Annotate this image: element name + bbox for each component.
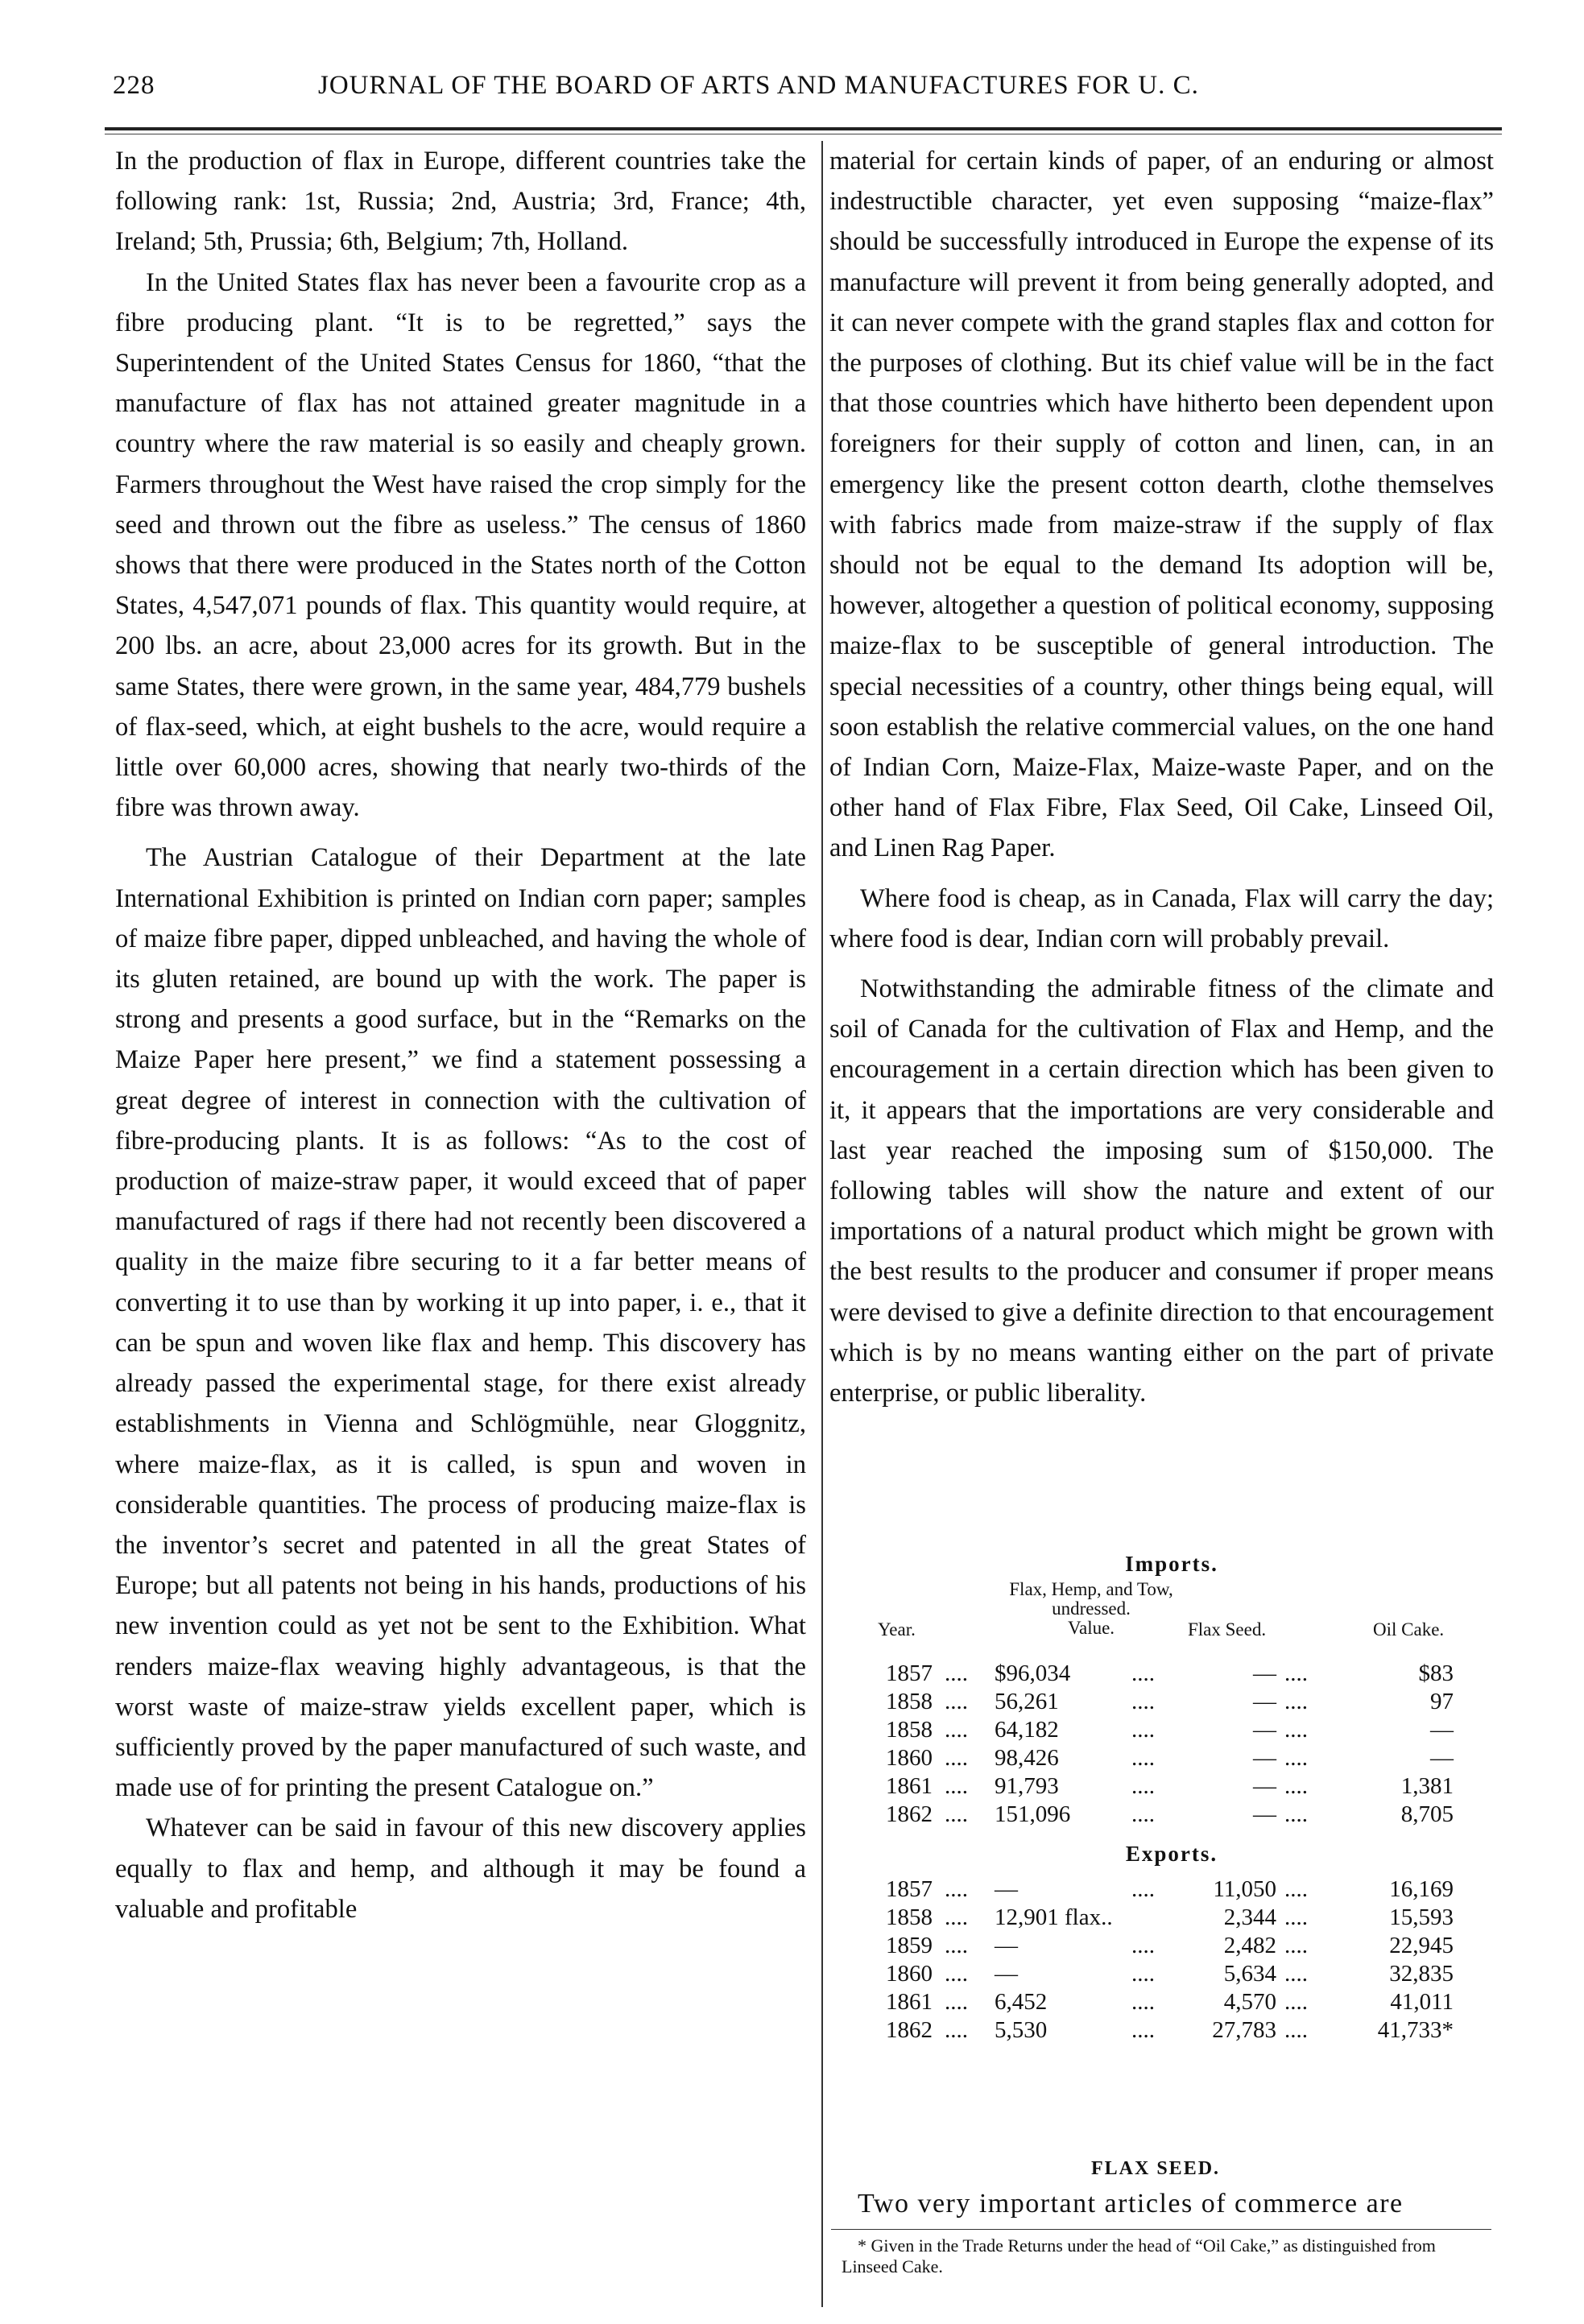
leader-dots: .... xyxy=(1284,1933,1308,1958)
table-row xyxy=(874,1660,1470,1688)
year-cell: 1860 xyxy=(886,1745,933,1771)
value-cell: — xyxy=(995,1961,1018,1987)
value-header-line1: Flax, Hemp, and Tow, xyxy=(1009,1579,1173,1599)
leader-dots: .... xyxy=(1131,1689,1155,1714)
leader-dots: .... xyxy=(945,1717,968,1743)
table-row xyxy=(874,1960,1470,1988)
oil-cake-cell: $83 xyxy=(1418,1660,1454,1686)
running-header xyxy=(113,63,1498,119)
table-row xyxy=(874,1988,1470,2016)
section-heading: FLAX SEED. xyxy=(1091,2158,1221,2179)
leader-dots: .... xyxy=(945,1989,968,2015)
year-header: Year. xyxy=(878,1619,916,1640)
imports-column-headers xyxy=(874,1578,1470,1660)
right-column xyxy=(829,141,1494,1413)
leader-dots: .... xyxy=(945,1689,968,1714)
leader-dots: .... xyxy=(945,1773,968,1799)
footnote-rule xyxy=(831,2229,1491,2230)
oil-cake-cell: — xyxy=(1430,1745,1454,1771)
leader-dots: .... xyxy=(945,1961,968,1987)
leader-dots: .... xyxy=(945,1904,968,1930)
year-cell: 1862 xyxy=(886,2017,933,2043)
flax-seed-cell: 2,482 xyxy=(1223,1933,1276,1958)
leader-dots: .... xyxy=(1131,1933,1155,1958)
value-cell: — xyxy=(995,1876,1018,1902)
leader-dots: .... xyxy=(1131,1745,1155,1771)
leader-dots: .... xyxy=(1284,1745,1308,1771)
leader-dots: .... xyxy=(945,1933,968,1958)
value-cell: 64,182 xyxy=(995,1717,1059,1743)
column-separator xyxy=(821,141,823,2307)
year-cell: 1857 xyxy=(886,1876,933,1902)
paragraph: Where food is cheap, as in Canada, Flax will carry the day; where food is dear, Indian corn will probably prevail. xyxy=(829,883,1494,953)
footnote-text: * Given in the Trade Returns under the head of “Oil Cake,” as distinguished from Linseed Cake. xyxy=(842,2235,1436,2276)
flax-seed-cell: — xyxy=(1253,1689,1276,1714)
oil-cake-cell: 41,733* xyxy=(1377,2017,1454,2043)
oil-cake-cell: 8,705 xyxy=(1400,1801,1454,1827)
year-cell: 1860 xyxy=(886,1961,933,1987)
paragraph: Whatever can be said in favour of this new discovery applies equally to flax and hemp, and although it may be found a valuable and profitable xyxy=(115,1813,806,1924)
table-row xyxy=(874,1772,1470,1801)
value-header-line3: Value. xyxy=(1067,1618,1115,1638)
paragraph: Notwithstanding the admirable fitness of the climate and soil of Canada for the cultivation of Flax and Hemp, and the encouragement in a certain direction which has been given to it, it appears that the importations are very considerable and last year reached the imposing sum of $150,000. The following tables will show the nature and extent of our importations of a natural product which might be grown with the best results to the producer and consumer if proper means were devised to give a definite direction to that encouragement which is by no means wanting either on the part of private enterprise, or public liberality. xyxy=(829,974,1494,1408)
leader-dots: .... xyxy=(1284,1801,1308,1827)
leader-dots: .... xyxy=(1131,2017,1155,2043)
leader-dots: .... xyxy=(1284,1961,1308,1987)
year-cell: 1861 xyxy=(886,1773,933,1799)
flax-seed-cell: — xyxy=(1253,1660,1276,1686)
closing-text-line: Two very important articles of commerce are xyxy=(858,2189,1404,2219)
leader-dots: .... xyxy=(1131,1989,1155,2015)
value-cell: 12,901 flax.. xyxy=(995,1904,1113,1930)
flax-seed-cell: 2,344 xyxy=(1223,1904,1276,1930)
oil-cake-header: Oil Cake. xyxy=(1373,1619,1445,1640)
table-row xyxy=(874,1688,1470,1716)
leader-dots: .... xyxy=(1284,1660,1308,1686)
paragraph: material for certain kinds of paper, of an enduring or almost indestructible character, yet even supposing “maize-flax” should be successfully introduced in Europe the expense of its manufacture will prevent it from being generally adopted, and it can never compete with the grand staples flax and cotton for the purposes of clothing. But its chief value will be in the fact that those countries which have hitherto been dependent upon foreigners for their supply of cotton and linen, can, in an emergency like the present cotton dearth, clothe themselves with fabrics made from maize-straw if the supply of flax should not be equal to the demand Its adoption will be, however, altogether a question of political economy, supposing maize-flax to be susceptible of general introduction. The special necessities of a country, other things being equal, will soon establish the relative commercial values, on the one hand of Indian Corn, Maize-Flax, Maize-waste Paper, and on the other hand of Flax Fibre, Flax Seed, Oil Cake, Linseed Oil, and Linen Rag Paper. xyxy=(829,147,1494,863)
year-cell: 1858 xyxy=(886,1717,933,1743)
paragraph: In the production of flax in Europe, different countries take the following rank: 1st, Russia; 2nd, Austria; 3rd, France; 4th, Ireland; 5th, Prussia; 6th, Belgium; 7th, Holland. xyxy=(115,147,806,257)
year-cell: 1858 xyxy=(886,1689,933,1714)
value-cell: 91,793 xyxy=(995,1773,1059,1799)
year-cell: 1857 xyxy=(886,1660,933,1686)
leader-dots: .... xyxy=(945,1745,968,1771)
value-cell: 98,426 xyxy=(995,1745,1059,1771)
flax-seed-header: Flax Seed. xyxy=(1188,1619,1267,1640)
journal-title: JOURNAL OF THE BOARD OF ARTS AND MANUFACTURES FOR U. C. xyxy=(318,71,1199,100)
imports-title: Imports. xyxy=(1125,1552,1218,1576)
leader-dots: .... xyxy=(1284,2017,1308,2043)
oil-cake-cell: 41,011 xyxy=(1390,1989,1454,2015)
year-cell: 1862 xyxy=(886,1801,933,1827)
value-cell: 56,261 xyxy=(995,1689,1059,1714)
oil-cake-cell: 97 xyxy=(1430,1689,1454,1714)
table-row xyxy=(874,1716,1470,1744)
left-column xyxy=(115,141,806,1929)
oil-cake-cell: 22,945 xyxy=(1389,1933,1454,1958)
year-cell: 1858 xyxy=(886,1904,933,1930)
leader-dots: .... xyxy=(1284,1689,1308,1714)
trade-tables xyxy=(874,1550,1470,2045)
footnote xyxy=(842,2235,1478,2277)
leader-dots: .... xyxy=(1284,1773,1308,1799)
leader-dots: .... xyxy=(1131,1876,1155,1902)
leader-dots: .... xyxy=(1284,1717,1308,1743)
flax-seed-cell: — xyxy=(1253,1801,1276,1827)
paragraph: The Austrian Catalogue of their Department at the late International Exhibition is printed on Indian corn paper; samples of maize fibre paper, dipped unbleached, and having the whole of its gluten retained, are bound up with the work. The paper is strong and presents a good surface, but in the “Remarks on the Maize Paper here present,” we find a statement possessing a great degree of interest in connection with the cultivation of fibre-producing plants. It is as follows: “As to the cost of production of maize-straw paper, it would exceed that of paper manufactured of rags if there had not recently been discovered a quality in the maize fibre securing to it a far better means of converting it to use than by working it up into paper, i. e., that it can be spun and woven like flax and hemp. This discovery has already passed the experimental stage, for there exist already establishments in Vienna and Schlögmühle, near Gloggnitz, where maize-flax, as it is called, is spun and woven in considerable quantities. The process of producing maize-flax is the inventor’s secret and patented in all the great States of Europe; but all patents not being in his hands, productions of his new invention could as yet not be sent to the Exhibition. What renders maize-flax weaving highly advantageous, is that the worst waste of maize-straw yields excellent paper, which is sufficiently proved by the paper manufactured of such waste, and made use of for printing the present Catalogue on.” xyxy=(115,843,806,1803)
oil-cake-cell: 32,835 xyxy=(1389,1961,1454,1987)
header-rule xyxy=(105,127,1502,130)
leader-dots: .... xyxy=(1131,1961,1155,1987)
leader-dots: .... xyxy=(1131,1801,1155,1827)
oil-cake-cell: — xyxy=(1430,1717,1454,1743)
value-header-line2: undressed. xyxy=(1052,1598,1131,1619)
value-cell: $96,034 xyxy=(995,1660,1071,1686)
flax-seed-cell: 4,570 xyxy=(1223,1989,1276,2015)
table-row xyxy=(874,1801,1470,1829)
flax-seed-cell: 5,634 xyxy=(1223,1961,1276,1987)
table-row xyxy=(874,1932,1470,1960)
value-cell: 151,096 xyxy=(995,1801,1071,1827)
year-cell: 1861 xyxy=(886,1989,933,2015)
page-number: 228 xyxy=(113,71,155,100)
value-cell: 6,452 xyxy=(995,1989,1048,2015)
flax-seed-cell: — xyxy=(1253,1717,1276,1743)
value-cell: 5,530 xyxy=(995,2017,1048,2043)
table-row xyxy=(874,2016,1470,2045)
leader-dots: .... xyxy=(1131,1717,1155,1743)
imports-rows xyxy=(874,1660,1470,1829)
leader-dots: .... xyxy=(1131,1773,1155,1799)
leader-dots: .... xyxy=(945,1660,968,1686)
value-cell: — xyxy=(995,1933,1018,1958)
flax-seed-cell: 27,783 xyxy=(1212,2017,1276,2043)
leader-dots: .... xyxy=(945,1876,968,1902)
flax-seed-cell: — xyxy=(1253,1745,1276,1771)
leader-dots: .... xyxy=(1284,1876,1308,1902)
leader-dots: .... xyxy=(1284,1904,1308,1930)
table-row xyxy=(874,1875,1470,1904)
oil-cake-cell: 1,381 xyxy=(1400,1773,1454,1799)
oil-cake-cell: 15,593 xyxy=(1389,1904,1454,1930)
leader-dots: .... xyxy=(1284,1989,1308,2015)
leader-dots: .... xyxy=(945,1801,968,1827)
table-row xyxy=(874,1744,1470,1772)
exports-rows xyxy=(874,1875,1470,2045)
table-row xyxy=(874,1904,1470,1932)
leader-dots: .... xyxy=(1131,1660,1155,1686)
flax-seed-cell: — xyxy=(1253,1773,1276,1799)
paragraph: In the United States flax has never been a favourite crop as a fibre producing plant. “It is to be regretted,” says the Superintendent of the United States Census for 1860, “that the manufacture of flax has not attained greater magnitude in a country where the raw material is so easily and cheaply grown. Farmers throughout the West have raised the crop simply for the seed and thrown out the fibre as useless.” The census of 1860 shows that there were produced in the States north of the Cotton States, 4,547,071 pounds of flax. This quantity would require, at 200 lbs. an acre, about 23,000 acres for its growth. But in the same States, there were grown, in the same year, 484,779 bushels of flax-seed, which, at eight bushels to the acre, would require a little over 60,000 acres, showing that nearly two-thirds of the fibre was thrown away. xyxy=(115,267,806,823)
oil-cake-cell: 16,169 xyxy=(1389,1876,1454,1902)
leader-dots: .... xyxy=(945,2017,968,2043)
exports-title: Exports. xyxy=(1125,1842,1218,1866)
flax-seed-cell: 11,050 xyxy=(1213,1876,1276,1902)
year-cell: 1859 xyxy=(886,1933,933,1958)
